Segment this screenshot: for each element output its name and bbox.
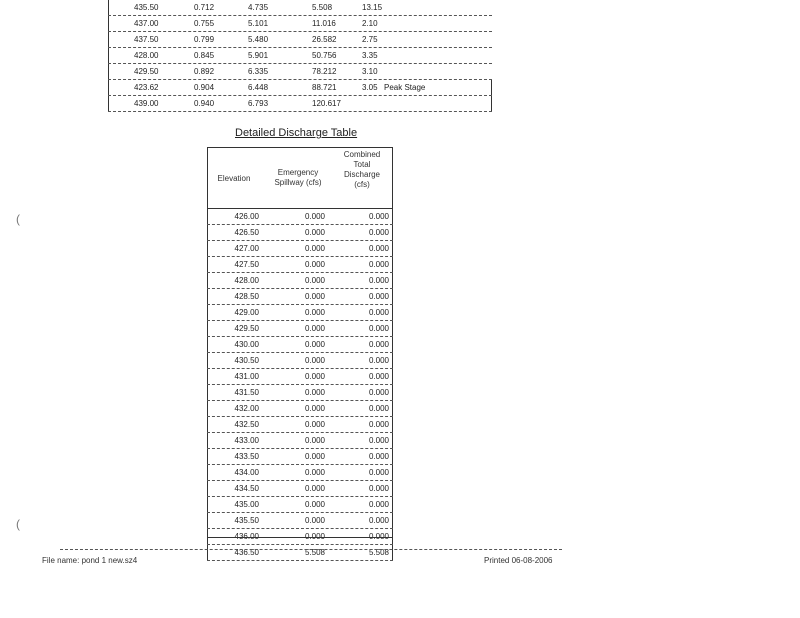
spillway-cell: 0.000 <box>304 228 325 237</box>
discharge-row <box>207 321 393 337</box>
spillway-cell: 0.000 <box>304 212 325 221</box>
spillway-cell: 0.000 <box>304 308 325 317</box>
stage-storage-cell: 6.448 <box>248 83 269 92</box>
row-border <box>108 48 109 63</box>
stage-storage-cell: 0.904 <box>194 83 215 92</box>
footer-file-name: File name: pond 1 new.sz4 <box>42 556 138 565</box>
elevation-cell: 434.00 <box>234 468 259 477</box>
total-discharge-cell: 0.000 <box>368 340 389 349</box>
row-border <box>207 305 208 320</box>
spillway-cell: 0.000 <box>304 500 325 509</box>
stage-storage-cell: 78.212 <box>312 67 337 76</box>
row-border <box>392 241 393 256</box>
row-border <box>108 96 109 111</box>
stage-storage-cell: 437.50 <box>134 35 159 44</box>
stage-storage-row <box>108 80 492 96</box>
row-border <box>392 433 393 448</box>
elevation-cell: 432.50 <box>234 420 259 429</box>
stage-storage-cell: 2.10 <box>362 19 378 28</box>
header-combined-total-discharge: Combined Total Discharge (cfs) <box>343 150 381 189</box>
row-border <box>207 321 208 336</box>
row-border <box>108 80 109 95</box>
spillway-cell: 0.000 <box>304 292 325 301</box>
table-bottom-rule <box>207 537 393 538</box>
row-border <box>207 257 208 272</box>
row-border <box>392 449 393 464</box>
row-border <box>207 513 208 528</box>
discharge-row <box>207 417 393 433</box>
row-border <box>207 369 208 384</box>
stage-storage-cell: 428.00 <box>134 51 159 60</box>
total-discharge-cell: 0.000 <box>368 244 389 253</box>
elevation-cell: 432.00 <box>234 404 259 413</box>
total-discharge-cell: 5.508 <box>368 548 389 557</box>
row-border <box>207 337 208 352</box>
row-border <box>392 257 393 272</box>
row-border <box>491 80 492 95</box>
spillway-cell: 0.000 <box>304 516 325 525</box>
row-border <box>392 401 393 416</box>
discharge-row <box>207 497 393 513</box>
total-discharge-cell: 0.000 <box>368 228 389 237</box>
discharge-row <box>207 337 393 353</box>
stage-storage-cell: 13.15 <box>362 3 383 12</box>
stage-storage-cell: 5.508 <box>312 3 333 12</box>
total-discharge-cell: 0.000 <box>368 212 389 221</box>
stage-storage-table <box>108 0 492 112</box>
elevation-cell: 436.50 <box>234 548 259 557</box>
total-discharge-cell: 0.000 <box>368 436 389 445</box>
spillway-cell: 5.508 <box>304 548 325 557</box>
stage-storage-row <box>108 64 492 80</box>
spillway-cell: 0.000 <box>304 388 325 397</box>
spillway-cell: 0.000 <box>304 436 325 445</box>
stage-storage-row <box>108 96 492 112</box>
elevation-cell: 429.50 <box>234 324 259 333</box>
stage-storage-cell: 120.617 <box>312 99 341 108</box>
discharge-table <box>207 147 393 561</box>
discharge-row <box>207 385 393 401</box>
discharge-table-body <box>207 209 393 561</box>
discharge-table-header <box>207 147 393 209</box>
row-border <box>392 305 393 320</box>
row-border <box>207 417 208 432</box>
stage-storage-cell: 6.335 <box>248 67 269 76</box>
total-discharge-cell: 0.000 <box>368 452 389 461</box>
stage-storage-cell: 11.016 <box>312 19 336 28</box>
row-border <box>207 497 208 512</box>
discharge-row <box>207 289 393 305</box>
row-border <box>207 481 208 496</box>
spillway-cell: 0.000 <box>304 420 325 429</box>
elevation-cell: 435.00 <box>234 500 259 509</box>
row-border <box>392 369 393 384</box>
header-emergency-spillway: Emergency Spillway (cfs) <box>274 168 322 187</box>
stage-storage-cell: 0.799 <box>194 35 215 44</box>
spillway-cell: 0.000 <box>304 260 325 269</box>
spillway-cell: 0.000 <box>304 372 325 381</box>
row-border <box>392 513 393 528</box>
stage-storage-cell: 5.480 <box>248 35 269 44</box>
row-border <box>207 545 208 560</box>
elevation-cell: 428.50 <box>234 292 259 301</box>
discharge-row <box>207 257 393 273</box>
discharge-row <box>207 209 393 225</box>
scan-mark: ( <box>16 517 20 531</box>
discharge-row <box>207 465 393 481</box>
stage-storage-cell: 5.901 <box>248 51 269 60</box>
total-discharge-cell: 0.000 <box>368 308 389 317</box>
stage-storage-cell: 2.75 <box>362 35 378 44</box>
elevation-cell: 426.50 <box>234 228 259 237</box>
spillway-cell: 0.000 <box>304 244 325 253</box>
row-border <box>207 385 208 400</box>
stage-storage-cell: 0.892 <box>194 67 215 76</box>
header-elevation: Elevation <box>217 174 251 183</box>
elevation-cell: 434.50 <box>234 484 259 493</box>
total-discharge-cell: 0.000 <box>368 500 389 509</box>
row-border <box>392 465 393 480</box>
total-discharge-cell: 0.000 <box>368 468 389 477</box>
discharge-row <box>207 241 393 257</box>
discharge-row <box>207 369 393 385</box>
stage-storage-cell: 0.712 <box>194 3 215 12</box>
spillway-cell: 0.000 <box>304 532 325 541</box>
row-border <box>207 273 208 288</box>
elevation-cell: 435.50 <box>234 516 259 525</box>
discharge-table-title: Detailed Discharge Table <box>235 127 358 139</box>
discharge-row <box>207 433 393 449</box>
row-border <box>207 209 208 224</box>
discharge-row <box>207 273 393 289</box>
row-border <box>392 321 393 336</box>
row-note: Peak Stage <box>384 83 426 92</box>
total-discharge-cell: 0.000 <box>368 372 389 381</box>
stage-storage-cell: 0.940 <box>194 99 215 108</box>
row-border <box>392 353 393 368</box>
row-border <box>207 225 208 240</box>
row-border <box>392 209 393 224</box>
total-discharge-cell: 0.000 <box>368 292 389 301</box>
row-border <box>207 449 208 464</box>
stage-storage-row <box>108 32 492 48</box>
elevation-cell: 429.00 <box>234 308 259 317</box>
stage-storage-cell: 437.00 <box>134 19 159 28</box>
total-discharge-cell: 0.000 <box>368 420 389 429</box>
total-discharge-cell: 0.000 <box>368 388 389 397</box>
discharge-row <box>207 545 393 561</box>
total-discharge-cell: 0.000 <box>368 260 389 269</box>
row-border <box>207 353 208 368</box>
stage-storage-cell: 26.582 <box>312 35 337 44</box>
spillway-cell: 0.000 <box>304 468 325 477</box>
row-border <box>207 465 208 480</box>
total-discharge-cell: 0.000 <box>368 516 389 525</box>
total-discharge-cell: 0.000 <box>368 404 389 413</box>
row-border <box>491 96 492 111</box>
row-border <box>108 32 109 47</box>
row-border <box>207 433 208 448</box>
stage-storage-cell: 3.35 <box>362 51 378 60</box>
total-discharge-cell: 0.000 <box>368 324 389 333</box>
elevation-cell: 433.50 <box>234 452 259 461</box>
row-border <box>392 225 393 240</box>
stage-storage-cell: 423.62 <box>134 83 159 92</box>
stage-storage-cell: 50.756 <box>312 51 337 60</box>
elevation-cell: 427.00 <box>234 244 259 253</box>
elevation-cell: 430.00 <box>234 340 259 349</box>
spillway-cell: 0.000 <box>304 340 325 349</box>
discharge-row <box>207 401 393 417</box>
spillway-cell: 0.000 <box>304 484 325 493</box>
row-border <box>207 401 208 416</box>
spillway-cell: 0.000 <box>304 324 325 333</box>
row-border <box>392 497 393 512</box>
elevation-cell: 428.00 <box>234 276 259 285</box>
stage-storage-row <box>108 48 492 64</box>
discharge-row <box>207 353 393 369</box>
row-border <box>392 385 393 400</box>
scan-mark: ( <box>16 212 20 226</box>
stage-storage-cell: 3.05 <box>362 83 378 92</box>
stage-storage-cell: 5.101 <box>248 19 269 28</box>
stage-storage-cell: 439.00 <box>134 99 159 108</box>
elevation-cell: 430.50 <box>234 356 259 365</box>
footer-printed-date: Printed 06-08-2006 <box>484 556 553 565</box>
spillway-cell: 0.000 <box>304 356 325 365</box>
total-discharge-cell: 0.000 <box>368 276 389 285</box>
stage-storage-cell: 0.845 <box>194 51 215 60</box>
row-border <box>207 289 208 304</box>
row-border <box>392 545 393 560</box>
stage-storage-cell: 429.50 <box>134 67 159 76</box>
total-discharge-cell: 0.000 <box>368 532 389 541</box>
elevation-cell: 431.00 <box>234 372 259 381</box>
stage-storage-cell: 0.755 <box>194 19 215 28</box>
row-border <box>392 481 393 496</box>
row-border <box>392 417 393 432</box>
row-border <box>392 289 393 304</box>
row-border <box>392 273 393 288</box>
spillway-cell: 0.000 <box>304 452 325 461</box>
row-border <box>108 0 109 15</box>
elevation-cell: 431.50 <box>234 388 259 397</box>
row-border <box>108 16 109 31</box>
total-discharge-cell: 0.000 <box>368 356 389 365</box>
stage-storage-cell: 435.50 <box>134 3 159 12</box>
elevation-cell: 436.00 <box>234 532 259 541</box>
row-border <box>392 337 393 352</box>
elevation-cell: 427.50 <box>234 260 259 269</box>
discharge-row <box>207 449 393 465</box>
stage-storage-row <box>108 16 492 32</box>
spillway-cell: 0.000 <box>304 404 325 413</box>
discharge-row <box>207 481 393 497</box>
elevation-cell: 433.00 <box>234 436 259 445</box>
stage-storage-cell: 3.10 <box>362 67 378 76</box>
discharge-row <box>207 305 393 321</box>
stage-storage-cell: 6.793 <box>248 99 269 108</box>
row-border <box>108 64 109 79</box>
row-border <box>207 241 208 256</box>
stage-storage-row <box>108 0 492 16</box>
stage-storage-cell: 4.735 <box>248 3 269 12</box>
footer-divider <box>60 549 562 550</box>
discharge-row <box>207 225 393 241</box>
spillway-cell: 0.000 <box>304 276 325 285</box>
total-discharge-cell: 0.000 <box>368 484 389 493</box>
stage-storage-cell: 88.721 <box>312 83 337 92</box>
elevation-cell: 426.00 <box>234 212 259 221</box>
discharge-row <box>207 513 393 529</box>
